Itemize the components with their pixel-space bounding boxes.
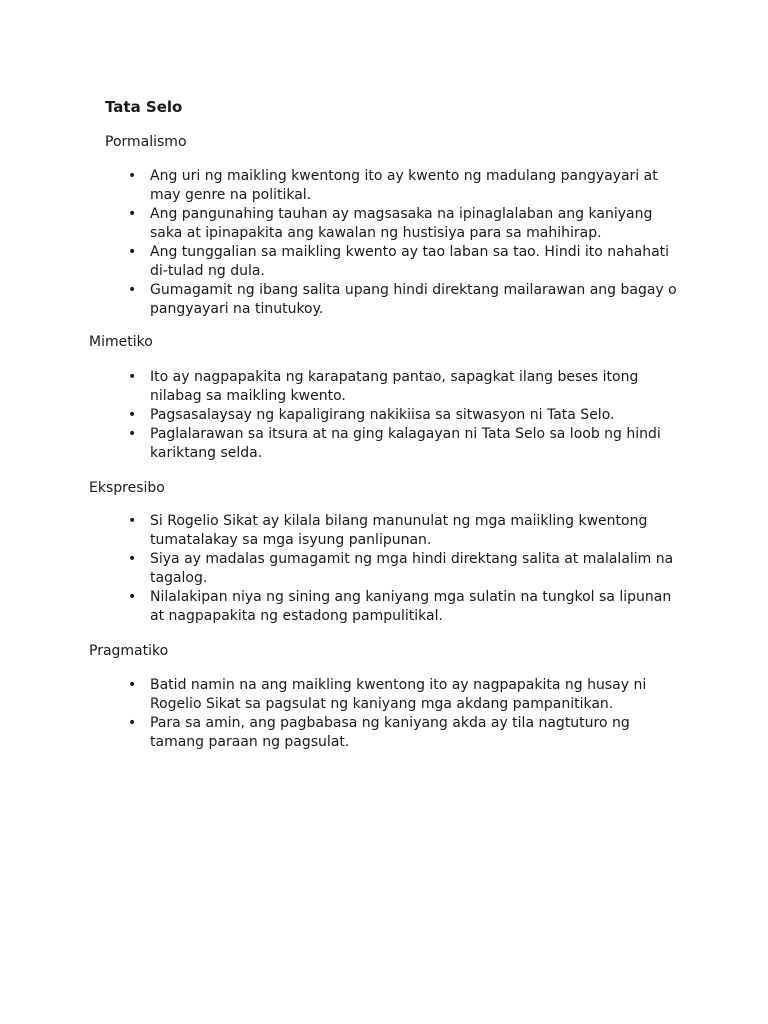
bullet-icon: • xyxy=(128,589,137,605)
list-item-text: Ito ay nagpapakita ng karapatang pantao, sapagkat ilang beses itong nilabag sa maikling kwento. xyxy=(150,369,639,404)
list-ekspresibo xyxy=(128,512,688,626)
list-item xyxy=(128,243,688,281)
list-item-text: Pagsasalaysay ng kapaligirang nakikiisa sa sitwasyon ni Tata Selo. xyxy=(150,407,615,423)
bullet-icon: • xyxy=(128,282,137,298)
bullet-icon: • xyxy=(128,206,137,222)
list-item-text: Ang uri ng maikling kwentong ito ay kwento ng madulang pangyayari at may genre na politikal. xyxy=(150,168,658,203)
document-title: Tata Selo xyxy=(105,98,183,116)
list-item-text: Nilalakipan niya ng sining ang kaniyang mga sulatin na tungkol sa lipunan at nagpapakita ng estadong pampulitikal. xyxy=(150,589,672,624)
list-item-text: Ang tunggalian sa maikling kwento ay tao laban sa tao. Hindi ito nahahati di-tulad ng dula. xyxy=(150,244,670,279)
list-item xyxy=(128,167,688,205)
list-item-text: Gumagamit ng ibang salita upang hindi direktang mailarawan ang bagay o pangyayari na tinutukoy. xyxy=(150,282,677,317)
list-item-text: Para sa amin, ang pagbabasa ng kaniyang akda ay tila nagtuturo ng tamang paraan ng pagsulat. xyxy=(150,715,630,750)
list-pormalismo xyxy=(128,167,688,319)
list-item xyxy=(128,281,688,319)
bullet-icon: • xyxy=(128,407,137,423)
list-item xyxy=(128,205,688,243)
list-item-text: Paglalarawan sa itsura at na ging kalagayan ni Tata Selo sa loob ng hindi kariktang selda. xyxy=(150,426,661,461)
list-item xyxy=(128,425,688,463)
bullet-icon: • xyxy=(128,677,137,693)
list-mimetiko xyxy=(128,368,688,463)
bullet-icon: • xyxy=(128,168,137,184)
list-item xyxy=(128,714,688,752)
list-item-text: Batid namin na ang maikling kwentong ito ay nagpapakita ng husay ni Rogelio Sikat sa pagsulat ng kaniyang mga akdang pampanitikan. xyxy=(150,677,647,712)
bullet-icon: • xyxy=(128,715,137,731)
bullet-icon: • xyxy=(128,513,137,529)
list-item-text: Ang pangunahing tauhan ay magsasaka na ipinaglalaban ang kaniyang saka at ipinapakita ang kawalan ng hustisiya para sa mahihirap. xyxy=(150,206,653,241)
list-item xyxy=(128,676,688,714)
bullet-icon: • xyxy=(128,426,137,442)
list-item xyxy=(128,512,688,550)
section-heading-ekspresibo: Ekspresibo xyxy=(89,480,165,496)
list-pragmatiko xyxy=(128,676,688,752)
list-item xyxy=(128,550,688,588)
list-item xyxy=(128,588,688,626)
list-item xyxy=(128,368,688,406)
section-heading-mimetiko: Mimetiko xyxy=(89,334,153,350)
list-item-text: Si Rogelio Sikat ay kilala bilang manunulat ng mga maiikling kwentong tumatalakay sa mga isyung panlipunan. xyxy=(150,513,648,548)
section-heading-pragmatiko: Pragmatiko xyxy=(89,643,169,659)
bullet-icon: • xyxy=(128,369,137,385)
section-heading-pormalismo: Pormalismo xyxy=(105,134,187,150)
bullet-icon: • xyxy=(128,244,137,260)
list-item-text: Siya ay madalas gumagamit ng mga hindi direktang salita at malalalim na tagalog. xyxy=(150,551,674,586)
bullet-icon: • xyxy=(128,551,137,567)
list-item xyxy=(128,406,688,425)
